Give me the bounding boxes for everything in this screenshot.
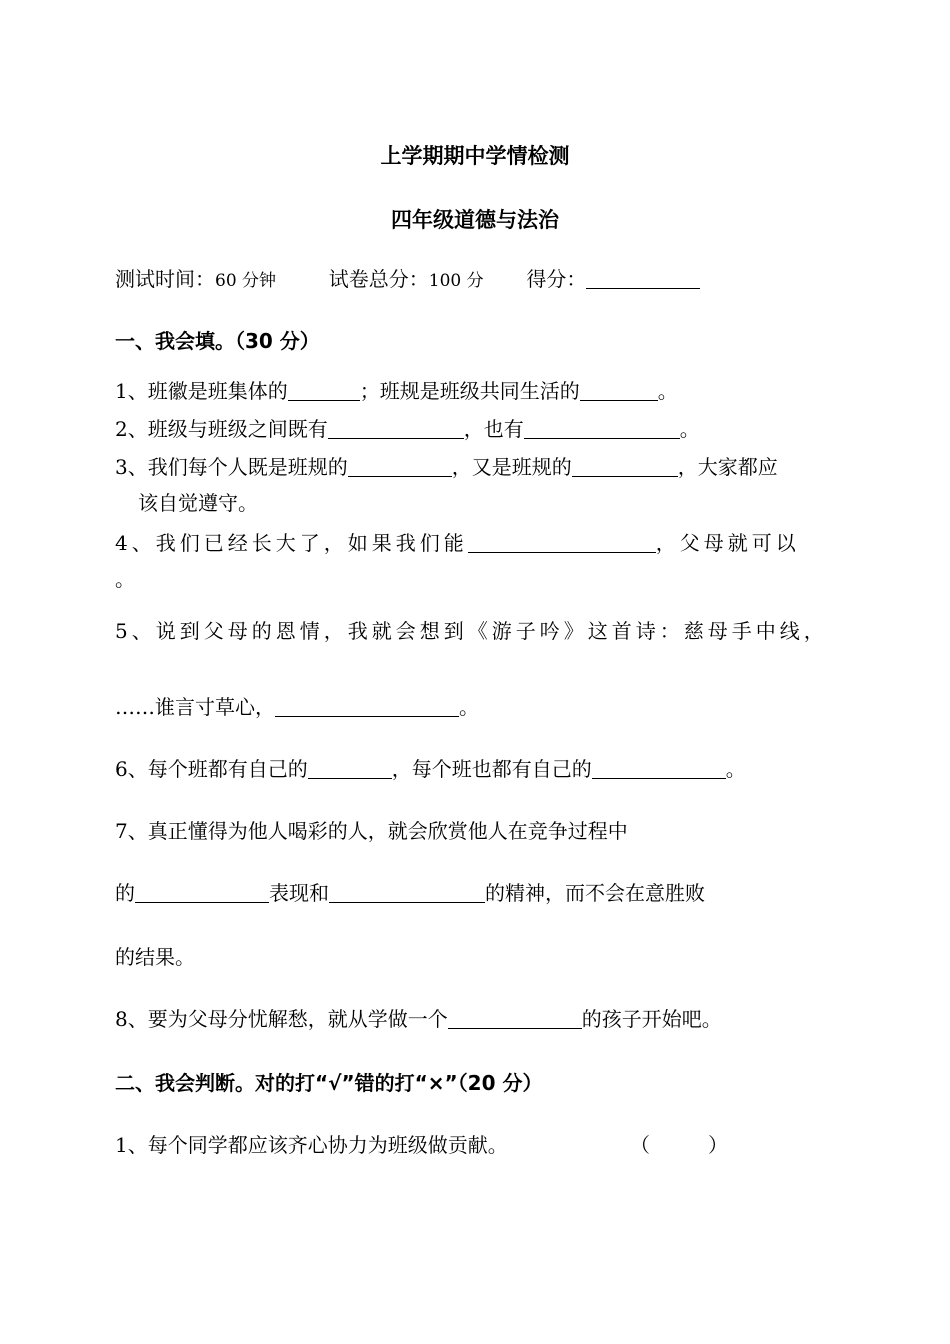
q4-blank-1[interactable] — [468, 532, 656, 553]
question-7: 7、真正懂得为他人喝彩的人，就会欣赏他人在竞争过程中 — [115, 819, 628, 843]
total-label: 试卷总分： — [328, 267, 429, 291]
question-4 — [115, 530, 800, 556]
q3-text-c: ，大家都应 — [677, 455, 778, 479]
judge-question-1 — [115, 1132, 508, 1158]
q1-blank-2[interactable] — [580, 380, 658, 401]
q2-blank-1[interactable] — [328, 418, 464, 439]
section1-heading: 一、我会填。（30 分） — [115, 329, 320, 353]
exam-info — [115, 266, 700, 294]
q6-blank-2[interactable] — [592, 758, 726, 779]
q5-blank-1[interactable] — [275, 696, 459, 717]
q6-text-b: ，每个班也都有自己的 — [391, 757, 592, 781]
q7-text-d: 的精神，而不会在意胜败 — [485, 881, 705, 905]
question-3-cont: 该自觉遵守。 — [138, 491, 258, 515]
question-3 — [115, 454, 778, 480]
q7-text-c: 表现和 — [269, 881, 329, 905]
q7-blank-1[interactable] — [135, 882, 269, 903]
score-label: 得分： — [526, 267, 587, 291]
time-value: 60 分钟 — [215, 271, 277, 291]
q2-text-a: 2、班级与班级之间既有 — [115, 417, 328, 441]
q4-text-b: ，父母就可以 — [655, 531, 800, 555]
q2-text-c: 。 — [679, 417, 700, 441]
q8-blank-1[interactable] — [448, 1008, 582, 1029]
time-label: 测试时间： — [115, 267, 215, 291]
q1-text-c: 。 — [657, 379, 678, 403]
q7-text-b: 的 — [115, 881, 135, 905]
page-title: 上学期期中学情检测 — [380, 144, 570, 168]
close-paren: ） — [708, 1133, 728, 1157]
q3-text-a: 3、我们每个人既是班规的 — [115, 455, 348, 479]
judge-q1-text: 1、每个同学都应该齐心协力为班级做贡献。 — [115, 1133, 508, 1157]
section2-heading: 二、我会判断。对的打“√”错的打“×”（20 分） — [115, 1071, 543, 1095]
total-value: 100 分 — [428, 271, 484, 291]
question-1 — [115, 378, 678, 404]
question-8 — [115, 1006, 722, 1032]
judge-q1-answer-box[interactable] — [630, 1132, 728, 1158]
q8-text-a: 8、要为父母分忧解愁，就从学做一个 — [115, 1007, 448, 1031]
q4-text-a: 4、我们已经长大了，如果我们能 — [115, 531, 468, 555]
q6-text-a: 6、每个班都有自己的 — [115, 757, 308, 781]
q2-blank-2[interactable] — [524, 418, 680, 439]
q3-blank-2[interactable] — [572, 456, 678, 477]
q8-text-b: 的孩子开始吧。 — [581, 1007, 722, 1031]
q3-blank-1[interactable] — [348, 456, 452, 477]
q3-text-b: ，又是班规的 — [451, 455, 572, 479]
page-subtitle: 四年级道德与法治 — [391, 208, 559, 232]
score-blank[interactable] — [586, 268, 700, 289]
q1-blank-1[interactable] — [288, 380, 360, 401]
question-4-cont: 。 — [115, 567, 135, 591]
q2-text-b: ，也有 — [463, 417, 524, 441]
question-7-end: 的结果。 — [115, 945, 195, 969]
q7-blank-2[interactable] — [329, 882, 485, 903]
q1-text-b: ；班规是班级共同生活的 — [359, 379, 580, 403]
q1-text-a: 1、班徽是班集体的 — [115, 379, 288, 403]
q5-text-b: ……谁言寸草心， — [115, 695, 275, 719]
question-2 — [115, 416, 700, 442]
q5-text-c: 。 — [459, 695, 479, 719]
question-5-cont — [115, 694, 479, 720]
open-paren: （ — [630, 1133, 650, 1157]
q6-text-c: 。 — [725, 757, 746, 781]
question-5: 5、说到父母的恩情，我就会想到《游子吟》这首诗：慈母手中线， — [115, 619, 828, 643]
q6-blank-1[interactable] — [308, 758, 392, 779]
question-6 — [115, 756, 746, 782]
question-7-cont — [115, 880, 705, 906]
